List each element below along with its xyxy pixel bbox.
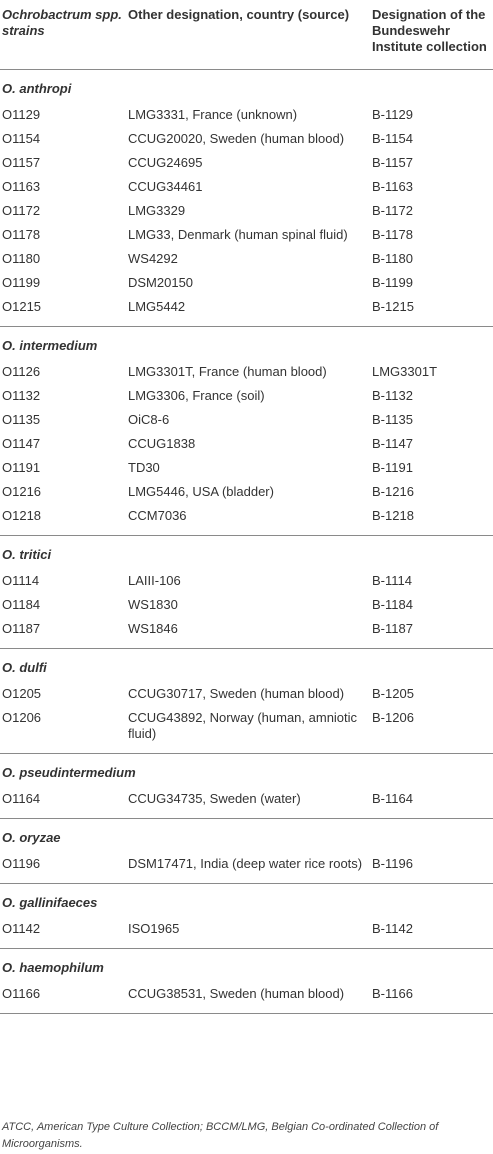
- bundeswehr-designation-cell: B-1132: [372, 388, 413, 403]
- table-row: [0, 456, 493, 480]
- strain-cell: O1178: [2, 227, 41, 242]
- bundeswehr-designation-cell: B-1129: [372, 107, 413, 122]
- other-designation-cell: CCM7036: [126, 504, 370, 536]
- table-row: [0, 784, 493, 819]
- table-body: [0, 70, 493, 1014]
- bundeswehr-designation-cell: B-1164: [370, 784, 493, 819]
- table-row: [0, 914, 493, 949]
- other-designation-cell: LMG5446, USA (bladder): [128, 484, 274, 499]
- bundeswehr-designation-cell: B-1142: [370, 914, 493, 949]
- bundeswehr-designation-cell: B-1166: [370, 979, 493, 1014]
- bundeswehr-designation-cell: B-1157: [372, 155, 413, 170]
- other-designation-cell: WS1846: [126, 617, 370, 649]
- species-name: O. haemophilum: [2, 960, 104, 975]
- bundeswehr-designation-cell: B-1216: [372, 484, 414, 499]
- strain-cell: O1206: [0, 706, 126, 754]
- strain-cell: O1132: [2, 388, 41, 403]
- table-row: [0, 679, 493, 706]
- bundeswehr-designation-cell: LMG3301T: [372, 364, 438, 379]
- bundeswehr-designation-cell: B-1135: [372, 412, 413, 427]
- other-designation-cell: LAIII-106: [128, 573, 181, 588]
- strain-cell: O1114: [2, 573, 40, 588]
- table-row: [0, 271, 493, 295]
- table-row: [0, 295, 493, 327]
- strain-cell: O1154: [2, 131, 41, 146]
- bundeswehr-designation-cell: B-1114: [372, 573, 412, 588]
- bundeswehr-designation-cell: B-1199: [372, 275, 413, 290]
- bundeswehr-designation-cell: B-1172: [372, 203, 413, 218]
- species-group-row: [0, 819, 493, 850]
- bundeswehr-designation-cell: B-1184: [372, 597, 413, 612]
- table-row: [0, 127, 493, 151]
- table-row: [0, 384, 493, 408]
- table-row: [0, 617, 493, 649]
- strain-cell: O1205: [2, 686, 42, 701]
- species-group-row: [0, 327, 493, 358]
- strain-cell: O1157: [2, 155, 41, 170]
- other-designation-cell: OiC8-6: [128, 412, 170, 427]
- other-designation-cell: LMG5442: [126, 295, 370, 327]
- strain-cell: O1184: [2, 597, 41, 612]
- species-name: O. pseudintermedium: [2, 765, 136, 780]
- header-row: [0, 0, 493, 70]
- other-designation-cell: CCUG24695: [128, 155, 203, 170]
- other-designation-cell: LMG33, Denmark (human spinal fluid): [128, 227, 348, 242]
- strain-cell: O1172: [2, 203, 41, 218]
- bundeswehr-designation-cell: B-1154: [372, 131, 413, 146]
- table-row: [0, 849, 493, 884]
- strain-cell: O1199: [2, 275, 41, 290]
- table-row: [0, 593, 493, 617]
- other-designation-cell: ISO1965: [126, 914, 370, 949]
- other-designation-cell: LMG3301T, France (human blood): [128, 364, 327, 379]
- table-row: [0, 432, 493, 456]
- species-group-row: [0, 649, 493, 680]
- table-row: [0, 100, 493, 127]
- other-designation-cell: LMG3331, France (unknown): [128, 107, 298, 122]
- bundeswehr-designation-cell: B-1187: [370, 617, 493, 649]
- species-group-row: [0, 70, 493, 101]
- other-designation-cell: WS4292: [128, 251, 178, 266]
- table-row: [0, 247, 493, 271]
- other-designation-cell: DSM20150: [128, 275, 194, 290]
- species-name: O. oryzae: [2, 830, 61, 845]
- other-designation-cell: CCUG30717, Sweden (human blood): [128, 686, 345, 701]
- other-designation-cell: TD30: [128, 460, 160, 475]
- species-name: O. dulfi: [2, 660, 47, 675]
- species-name: O. intermedium: [2, 338, 98, 353]
- bundeswehr-designation-cell: B-1205: [372, 686, 414, 701]
- species-group-row: [0, 884, 493, 915]
- bundeswehr-designation-cell: B-1206: [370, 706, 493, 754]
- strain-cell: O1126: [2, 364, 41, 379]
- other-designation-cell: LMG3329: [128, 203, 186, 218]
- table-row: [0, 199, 493, 223]
- other-designation-cell: DSM17471, India (deep water rice roots): [126, 849, 370, 884]
- table-row: [0, 706, 493, 754]
- bundeswehr-designation-cell: B-1196: [370, 849, 493, 884]
- bundeswehr-designation-cell: B-1178: [372, 227, 413, 242]
- bundeswehr-designation-cell: B-1147: [372, 436, 413, 451]
- bundeswehr-designation-cell: B-1215: [370, 295, 493, 327]
- table-row: [0, 408, 493, 432]
- strain-cell: O1218: [0, 504, 126, 536]
- bundeswehr-designation-cell: B-1191: [372, 460, 413, 475]
- strain-cell: O1129: [2, 107, 41, 122]
- table-row: [0, 480, 493, 504]
- strain-cell: O1196: [0, 849, 126, 884]
- table-row: [0, 566, 493, 593]
- other-designation-cell: CCUG34735, Sweden (water): [126, 784, 370, 819]
- species-name: O. gallinifaeces: [2, 895, 98, 910]
- species-name: O. tritici: [2, 547, 52, 562]
- header-bundeswehr-designation: Designation of the Bundeswehr Institute collection: [370, 0, 493, 70]
- table-footnote: ATCC, American Type Culture Collection; BCCM/LMG, Belgian Co-ordinated Collection of Microorganisms.: [2, 1121, 439, 1150]
- bundeswehr-designation-cell: B-1218: [370, 504, 493, 536]
- strain-cell: O1191: [2, 460, 41, 475]
- other-designation-cell: CCUG34461: [128, 179, 203, 194]
- table-row: [0, 151, 493, 175]
- other-designation-cell: CCUG43892, Norway (human, amniotic fluid): [126, 706, 370, 754]
- strain-cell: O1164: [0, 784, 126, 819]
- strain-cell: O1135: [2, 412, 41, 427]
- species-name: O. anthropi: [2, 81, 72, 96]
- species-group-row: [0, 949, 493, 980]
- strain-cell: O1187: [0, 617, 126, 649]
- strain-cell: O1163: [2, 179, 41, 194]
- strain-cell: O1147: [2, 436, 41, 451]
- table-row: [0, 357, 493, 384]
- other-designation-cell: CCUG38531, Sweden (human blood): [126, 979, 370, 1014]
- bundeswehr-designation-cell: B-1163: [372, 179, 413, 194]
- table-row: [0, 223, 493, 247]
- table-row: [0, 175, 493, 199]
- other-designation-cell: CCUG20020, Sweden (human blood): [128, 131, 345, 146]
- header-other-designation: Other designation, country (source): [126, 0, 370, 70]
- strain-cell: O1216: [2, 484, 42, 499]
- species-group-row: [0, 754, 493, 785]
- species-group-row: [0, 536, 493, 567]
- strain-cell: O1180: [2, 251, 41, 266]
- other-designation-cell: LMG3306, France (soil): [128, 388, 265, 403]
- other-designation-cell: WS1830: [128, 597, 178, 612]
- other-designation-cell: CCUG1838: [128, 436, 196, 451]
- table-row: [0, 979, 493, 1014]
- header-strain: Ochrobactrum spp. strains: [0, 0, 126, 70]
- strain-cell: O1215: [0, 295, 126, 327]
- bundeswehr-designation-cell: B-1180: [372, 251, 413, 266]
- strain-cell: O1166: [0, 979, 126, 1014]
- table-row: [0, 504, 493, 536]
- strain-cell: O1142: [0, 914, 126, 949]
